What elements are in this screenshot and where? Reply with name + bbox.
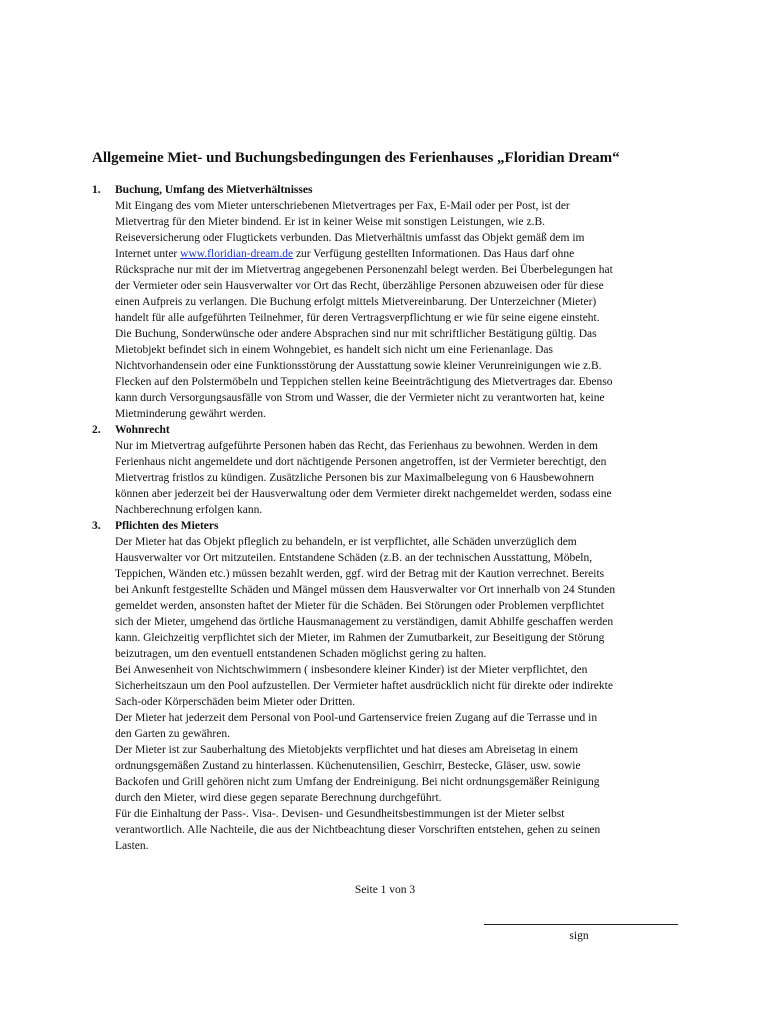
body-line: den Garten zu gewähren. <box>115 728 230 740</box>
body-line: ordnungsgemäßen Zustand zu hinterlassen. Küchenutensilien, Geschirr, Bestecke, Gläser, usw. sowie <box>115 760 581 772</box>
body-line: Der Mieter hat das Objekt pfleglich zu behandeln, er ist verpflichtet, alle Schäden unverzüglich dem <box>115 536 577 548</box>
body-line: einen Aufpreis zu verlangen. Die Buchung erfolgt mittels Mietvereinbarung. Der Unterzeichner (Mieter) <box>115 296 597 308</box>
section-number: 2. <box>92 424 101 436</box>
body-line: Nichtvorhandensein oder eine Funktionsstörung der Ausstattung sowie kleiner Verunreinigungen wie z.B. <box>115 360 602 372</box>
section-3 <box>92 518 692 854</box>
body-line: Reiseversicherung oder Flugtickets verbunden. Das Mietverhältnis umfasst das Objekt gemäß dem im <box>115 232 585 244</box>
body-line: handelt für alle aufgeführten Teilnehmer, für deren Vertragsverpflichtung er wie für seine eigene einsteht. <box>115 312 600 324</box>
body-line: können aber jederzeit bei der Hausverwaltung oder dem Vermieter direkt nachgemeldet werden, sodass eine <box>115 488 612 500</box>
body-line: der Vermieter oder sein Hausverwalter vor Ort das Recht, überzählige Personen abzuweisen oder für diese <box>115 280 604 292</box>
body-line: Der Mieter ist zur Sauberhaltung des Mietobjekts verpflichtet und hat dieses am Abreisetag in einem <box>115 744 579 756</box>
sections-container <box>92 182 692 854</box>
body-line: Der Mieter hat jederzeit dem Personal von Pool-und Gartenservice freien Zugang auf die Terrasse und in <box>115 712 598 724</box>
body-line: kann. Gleichzeitig verpflichtet sich der Mieter, im Rahmen der Zumutbarkeit, zur Beseitigung der Störung <box>115 632 605 644</box>
body-line: Mit Eingang des vom Mieter unterschriebenen Mietvertrages per Fax, E-Mail oder per Post, ist der <box>115 200 570 212</box>
section-1 <box>92 182 692 422</box>
body-line <box>115 246 692 262</box>
section-heading: Buchung, Umfang des Mietverhältnisses <box>115 184 313 196</box>
signature-line <box>484 924 678 925</box>
body-line: Mietvertrag für den Mieter bindend. Er ist in keiner Weise mit sonstigen Leistungen, wie z.B. <box>115 216 546 228</box>
section-number: 3. <box>92 520 101 532</box>
body-line: Teppichen, Wänden etc.) müssen bezahlt werden, ggf. wird der Betrag mit der Kaution verrechnet. Bereits <box>115 568 605 580</box>
section-number: 1. <box>92 184 101 196</box>
body-line: bei Ankunft festgestellte Schäden und Mängel müssen dem Hausverwalter vor Ort innerhalb von 24 Stunden <box>115 584 616 596</box>
body-line: Die Buchung, Sonderwünsche oder andere Absprachen sind nur mit schriftlicher Bestätigung gültig. Das <box>115 328 597 340</box>
body-line: Bei Anwesenheit von Nichtschwimmern ( insbesondere kleiner Kinder) ist der Mieter verpflichtet, den <box>115 664 588 676</box>
website-link[interactable]: www.floridian-dream.de <box>180 248 294 260</box>
body-line: Rücksprache nur mit der im Mietvertrag angegebenen Personenzahl belegt werden. Bei Überbelegungen hat <box>115 264 613 276</box>
body-line: kann durch Versorgungsausfälle von Strom und Wasser, die der Vermieter nicht zu verantworten hat, keine <box>115 392 605 404</box>
body-line: Backofen und Grill gehören nicht zum Umfang der Endreinigung. Bei nicht ordnungsgemäßer Reinigung <box>115 776 600 788</box>
body-line: sich der Mieter, umgehend das örtliche Hausmanagement zu verständigen, damit Abhilfe geschaffen werden <box>115 616 614 628</box>
body-line: Nur im Mietvertrag aufgeführte Personen haben das Recht, das Ferienhaus zu bewohnen. Werden in dem <box>115 440 598 452</box>
body-text: Internet unter <box>115 248 181 260</box>
signature-label: sign <box>569 930 589 942</box>
body-line: Mietobjekt befindet sich in einem Wohngebiet, es handelt sich nicht um eine Ferienanlage. Das <box>115 344 553 356</box>
section-heading: Pflichten des Mieters <box>115 520 219 532</box>
body-line: Mietvertrag fristlos zu kündigen. Zusätzliche Personen bis zur Maximalbelegung von 6 Hausbewohnern <box>115 472 595 484</box>
body-line: Sach-oder Körperschäden beim Mieter oder Dritten. <box>115 696 356 708</box>
body-line: Für die Einhaltung der Pass-. Visa-. Devisen- und Gesundheitsbestimmungen ist der Mieter selbst <box>115 808 565 820</box>
body-line: Hausverwalter vor Ort mitzuteilen. Entstandene Schäden (z.B. an der technischen Ausstattung, Möbeln, <box>115 552 593 564</box>
body-line: Ferienhaus nicht angemeldete und dort nächtigende Personen angetroffen, ist der Vermieter berechtigt, den <box>115 456 607 468</box>
body-line: gemeldet werden, ansonsten haftet der Mieter für die Schäden. Bei Störungen oder Problemen verpflichtet <box>115 600 604 612</box>
body-line: Lasten. <box>115 840 149 852</box>
body-line: Mietminderung gewährt werden. <box>115 408 267 420</box>
section-2 <box>92 422 692 518</box>
body-line: beizutragen, um den eventuell entstandenen Schaden möglichst gering zu halten. <box>115 648 487 660</box>
body-line: verantwortlich. Alle Nachteile, die aus der Nichtbeachtung dieser Vorschriften entstehen, gehen zu seinen <box>115 824 601 836</box>
body-line: durch den Mieter, wird diese gegen separate Berechnung durchgeführt. <box>115 792 442 804</box>
body-line: Flecken auf den Polstermöbeln und Teppichen stellen keine Beeinträchtigung des Mietvertrages dar. Ebenso <box>115 376 613 388</box>
section-heading: Wohnrecht <box>115 424 170 436</box>
body-line: Sicherheitszaun um den Pool aufzustellen. Der Vermieter haftet ausdrücklich nicht für direkte oder indirekte <box>115 680 613 692</box>
document-title: Allgemeine Miet- und Buchungsbedingungen des Ferienhauses „Floridian Dream“ <box>92 150 620 166</box>
page-number: Seite 1 von 3 <box>354 884 416 896</box>
body-line: Nachberechnung erfolgen kann. <box>115 504 263 516</box>
body-text: zur Verfügung gestellten Informationen. Das Haus darf ohne <box>293 248 575 260</box>
